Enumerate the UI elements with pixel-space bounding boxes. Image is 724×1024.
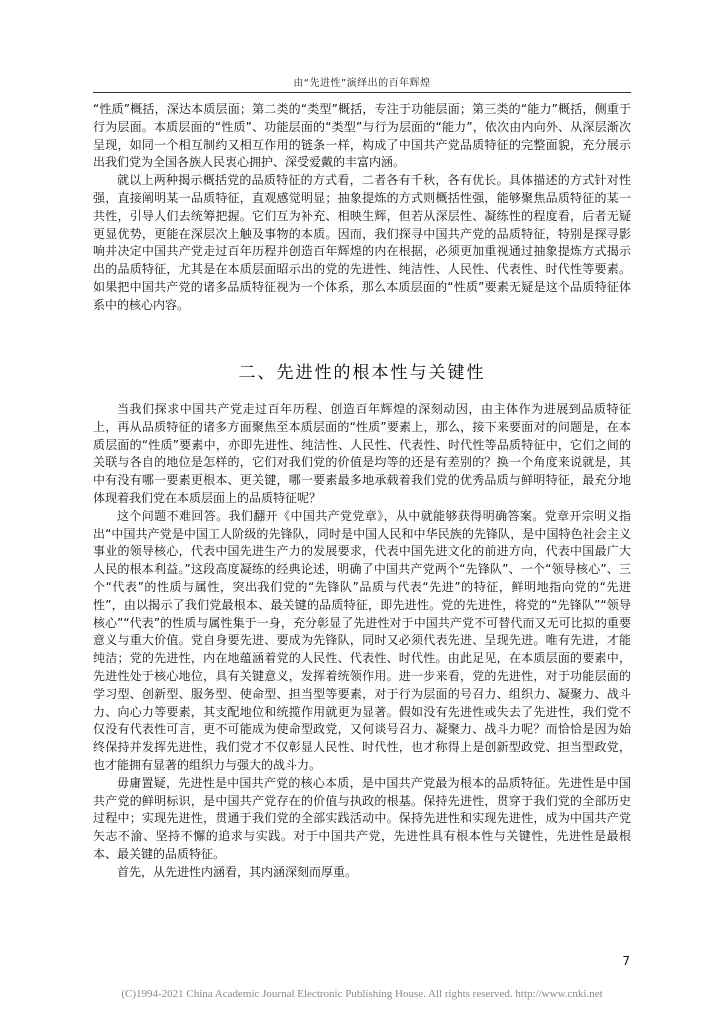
paragraph: 毋庸置疑，先进性是中国共产党的核心本质，是中国共产党最为根本的品质特征。先进性是中国共产党的鲜明标识，是中国共产党存在的价值与执政的根基。保持先进性，贯穿于我们党的全部历史过程中；实现先进性，贯通于我们党的全部实践活动中。保持先进性和实现先进性，成为中国共产党矢志不渝、坚持不懈的追求与实践。对于中国共产党，先进性具有根本性与关键性，先进性是最根本、最关键的品质特征。 bbox=[93, 775, 631, 861]
page-number: 7 bbox=[622, 954, 630, 968]
paragraph: 这个问题不难回答。我们翻开《中国共产党党章》，从中就能够获得明确答案。党章开宗明义指出“中国共产党是中国工人阶级的先锋队，同时是中国人民和中华民族的先锋队，是中国特色社会主义事业的领导核心，代表中国先进生产力的发展要求，代表中国先进文化的前进方向，代表中国最广大人民的根本利益。”这段高度凝练的经典论述，明确了中国共产党两个“先锋队”、一个“领导核心”、三个“代表”的性质与属性，突出我们党的“先锋队”品质与代表“先进”的特征，鲜明地指向党的“先进性”，由以揭示了我们党最根本、最关键的品质特征，即先进性。党的先进性，将党的“先锋队”“领导核心”“代表”的性质与属性集于一身，充分彰显了先进性对于中国共产党不可替代而又无可比拟的重要意义与重大价值。党自身要先进、要成为先锋队，同时又必须代表先进、呈现先进。唯有先进，才能纯洁；党的先进性，内在地蕴涵着党的人民性、代表性、时代性。由此足见，在本质层面的要素中，先进性处于核心地位，具有关键意义，发挥着统领作用。进一步来看，党的先进性，对于功能层面的学习型、创新型、服务型、使命型、担当型等要素，对于行为层面的号召力、组织力、凝聚力、战斗力、向心力等要素，其支配地位和统揽作用就更为显著。假如没有先进性或失去了先进性，我们党不仅没有代表性可言，更不可能成为使命型政党，又何谈号召力、凝聚力、战斗力呢？而恰恰是因为始终保持并发挥先进性，我们党才不仅彰显人民性、时代性，也才称得上是创新型政党、担当型政党，也才能拥有显著的组织力与强大的战斗力。 bbox=[93, 508, 631, 772]
running-header: 由“先进性”演绎出的百年辉煌 bbox=[293, 78, 431, 89]
copyright-footer: (C)1994-2021 China Academic Journal Electronic Publishing House. All rights reserved. http://www.cnki.net bbox=[121, 988, 603, 1000]
section-heading: 二、先进性的根本性与关键性 bbox=[238, 363, 486, 383]
paragraph: “性质”概括，深达本质层面；第二类的“类型”概括，专注于功能层面；第三类的“能力”概括，侧重于行为层面。本质层面的“性质”、功能层面的“类型”与行为层面的“能力”，依次由内向外、从深层渐次呈现，如同一个相互制约又相互作用的链条一样，构成了中国共产党品质特征的完整面貌，充分展示出我们党为全国各族人民衷心拥护、深受爱戴的丰富内涵。 bbox=[93, 102, 631, 170]
body-text-top bbox=[93, 101, 631, 315]
paragraph: 就以上两种揭示概括党的品质特征的方式看，二者各有千秋，各有优长。具体描述的方式针对性强，直接阐明某一品质特征，直观感觉明显；抽象提炼的方式则概括性强，能够聚焦品质特征的某一共性，引导人们去统筹把握。它们互为补充、相映生辉，但若从深层性、凝练性的程度看，后者无疑更显优势，更能在深层次上触及事物的本质。因而，我们探寻中国共产党的品质特征，特别是探寻影响并决定中国共产党走过百年历程并创造百年辉煌的内在根据，必须更加重视通过抽象提炼方式揭示出的品质特征，尤其是在本质层面昭示出的党的先进性、纯洁性、人民性、代表性、时代性等要素。如果把中国共产党的诸多品质特征视为一个体系，那么本质层面的“性质”要素无疑是这个品质特征体系中的核心内容。 bbox=[93, 173, 631, 312]
paragraph: 当我们探求中国共产党走过百年历程、创造百年辉煌的深刻动因，由主体作为进展到品质特征上，再从品质特征的诸多方面聚焦至本质层面的“性质”要素上，那么，接下来要面对的问题是，在本质层面的“性质”要素中，亦即先进性、纯洁性、人民性、代表性、时代性等品质特征中，它们之间的关联与各自的地位是怎样的，它们对我们党的价值是均等的还是有差别的？换一个角度来说就是，其中有没有哪一要素更根本、更关键，哪一要素最多地承载着我们党的优秀品质与鲜明特征，最充分地体现着我们党在本质层面上的品质特征呢？ bbox=[93, 402, 631, 505]
paragraph: 首先，从先进性内涵看，其内涵深刻而厚重。 bbox=[117, 864, 358, 879]
header-rule bbox=[93, 92, 631, 93]
body-text-main bbox=[93, 401, 631, 882]
